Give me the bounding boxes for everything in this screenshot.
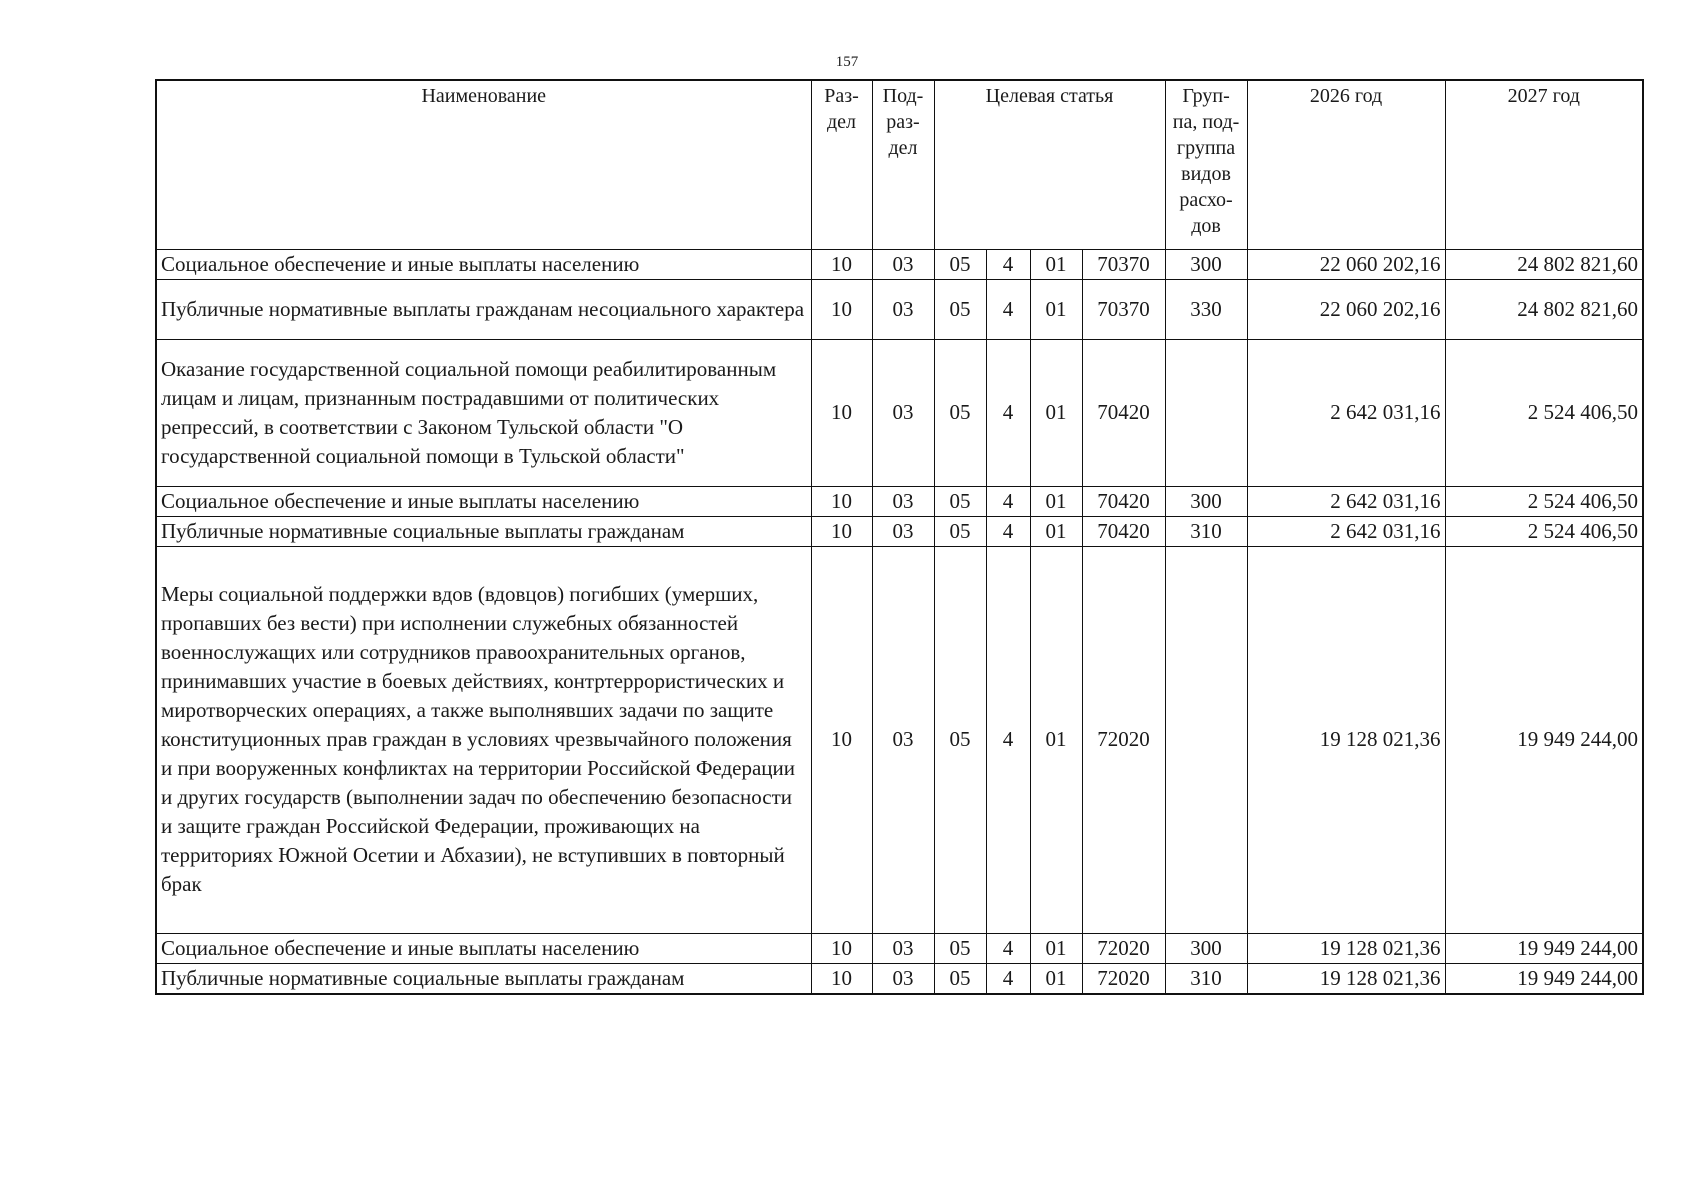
row-target-program: 05 — [934, 933, 986, 963]
header-name: Наименование — [156, 80, 811, 249]
row-amount-2026: 2 642 031,16 — [1247, 339, 1445, 486]
row-target-subprogram: 01 — [1030, 933, 1082, 963]
row-target-subprogram: 01 — [1030, 486, 1082, 516]
row-amount-2027: 2 524 406,50 — [1445, 339, 1643, 486]
row-amount-2026: 22 060 202,16 — [1247, 249, 1445, 279]
row-amount-2026: 2 642 031,16 — [1247, 486, 1445, 516]
row-target-direction: 72020 — [1082, 963, 1165, 994]
row-razdel: 10 — [811, 933, 872, 963]
row-name: Меры социальной поддержки вдов (вдовцов) погибших (умерших, пропавших без вести) при исполнении служебных обязанностей военнослужащих или сотрудников правоохранительных органов, принимавших участие в боевых действиях, контртеррористических и миротворческих операциях, а также выполнявших задачи по защите конституционных прав граждан в условиях чрезвычайного положения и при вооруженных конфликтах на территории Российской Федерации и других государств (выполнении задач по обеспечению безопасности и защите граждан Российской Федерации, проживающих на территориях Южной Осетии и Абхазии), не вступивших в повторный брак — [156, 546, 811, 933]
row-name: Публичные нормативные выплаты гражданам несоциального характера — [156, 279, 811, 339]
row-target-type: 4 — [986, 546, 1030, 933]
row-name: Публичные нормативные социальные выплаты гражданам — [156, 516, 811, 546]
table-row — [156, 249, 1643, 279]
row-name: Социальное обеспечение и иные выплаты населению — [156, 249, 811, 279]
row-target-type: 4 — [986, 339, 1030, 486]
row-target-program: 05 — [934, 516, 986, 546]
row-expense-group — [1165, 339, 1247, 486]
table-row — [156, 339, 1643, 486]
table-row — [156, 933, 1643, 963]
row-target-program: 05 — [934, 249, 986, 279]
row-name: Социальное обеспечение и иные выплаты населению — [156, 486, 811, 516]
row-amount-2026: 19 128 021,36 — [1247, 546, 1445, 933]
row-expense-group: 300 — [1165, 933, 1247, 963]
header-row — [156, 80, 1643, 249]
row-name: Социальное обеспечение и иные выплаты населению — [156, 933, 811, 963]
row-razdel: 10 — [811, 963, 872, 994]
row-target-type: 4 — [986, 933, 1030, 963]
row-podrazdel: 03 — [872, 933, 934, 963]
row-amount-2027: 24 802 821,60 — [1445, 249, 1643, 279]
row-target-direction: 70370 — [1082, 249, 1165, 279]
row-target-direction: 70420 — [1082, 339, 1165, 486]
row-target-direction: 72020 — [1082, 933, 1165, 963]
row-podrazdel: 03 — [872, 249, 934, 279]
row-amount-2026: 22 060 202,16 — [1247, 279, 1445, 339]
row-podrazdel: 03 — [872, 546, 934, 933]
table-row — [156, 516, 1643, 546]
row-target-direction: 70420 — [1082, 516, 1165, 546]
row-razdel: 10 — [811, 279, 872, 339]
row-podrazdel: 03 — [872, 279, 934, 339]
header-expense-group — [1165, 80, 1247, 249]
row-amount-2027: 19 949 244,00 — [1445, 546, 1643, 933]
row-podrazdel: 03 — [872, 516, 934, 546]
row-target-type: 4 — [986, 516, 1030, 546]
header-razdel-text: Раз- дел — [824, 85, 859, 133]
row-amount-2026: 19 128 021,36 — [1247, 963, 1445, 994]
row-target-subprogram: 01 — [1030, 279, 1082, 339]
row-razdel: 10 — [811, 339, 872, 486]
row-amount-2027: 24 802 821,60 — [1445, 279, 1643, 339]
row-amount-2027: 19 949 244,00 — [1445, 933, 1643, 963]
table-row — [156, 546, 1643, 933]
row-target-subprogram: 01 — [1030, 339, 1082, 486]
table-body — [156, 249, 1643, 994]
budget-table — [155, 79, 1644, 995]
page-number: 157 — [835, 54, 859, 70]
row-expense-group: 300 — [1165, 486, 1247, 516]
header-expense-group-text: Груп- па, под- группа видов расхо- дов — [1172, 85, 1240, 237]
row-amount-2026: 19 128 021,36 — [1247, 933, 1445, 963]
row-expense-group — [1165, 546, 1247, 933]
row-target-program: 05 — [934, 486, 986, 516]
row-amount-2027: 19 949 244,00 — [1445, 963, 1643, 994]
row-razdel: 10 — [811, 516, 872, 546]
row-target-program: 05 — [934, 279, 986, 339]
row-expense-group: 310 — [1165, 963, 1247, 994]
row-target-program: 05 — [934, 339, 986, 486]
row-podrazdel: 03 — [872, 339, 934, 486]
header-2026: 2026 год — [1247, 80, 1445, 249]
row-name: Оказание государственной социальной помощи реабилитированным лицам и лицам, признанным пострадавшими от политических репрессий, в соответствии с Законом Тульской области "О государственной социальной помощи в Тульской области" — [156, 339, 811, 486]
header-razdel — [811, 80, 872, 249]
row-razdel: 10 — [811, 486, 872, 516]
table-row — [156, 486, 1643, 516]
header-2027: 2027 год — [1445, 80, 1643, 249]
row-target-subprogram: 01 — [1030, 249, 1082, 279]
row-target-program: 05 — [934, 546, 986, 933]
row-target-subprogram: 01 — [1030, 963, 1082, 994]
row-amount-2027: 2 524 406,50 — [1445, 486, 1643, 516]
table-row — [156, 279, 1643, 339]
row-amount-2026: 2 642 031,16 — [1247, 516, 1445, 546]
row-target-type: 4 — [986, 279, 1030, 339]
header-podrazdel — [872, 80, 934, 249]
row-expense-group: 330 — [1165, 279, 1247, 339]
row-razdel: 10 — [811, 249, 872, 279]
row-expense-group: 300 — [1165, 249, 1247, 279]
header-target-article: Целевая статья — [934, 80, 1165, 249]
row-razdel: 10 — [811, 546, 872, 933]
row-target-direction: 70370 — [1082, 279, 1165, 339]
row-target-type: 4 — [986, 249, 1030, 279]
row-podrazdel: 03 — [872, 963, 934, 994]
row-target-direction: 72020 — [1082, 546, 1165, 933]
row-target-program: 05 — [934, 963, 986, 994]
table-row — [156, 963, 1643, 994]
row-amount-2027: 2 524 406,50 — [1445, 516, 1643, 546]
row-name: Публичные нормативные социальные выплаты гражданам — [156, 963, 811, 994]
row-target-type: 4 — [986, 963, 1030, 994]
row-target-type: 4 — [986, 486, 1030, 516]
header-podrazdel-text: Под- раз- дел — [882, 85, 924, 159]
row-target-subprogram: 01 — [1030, 546, 1082, 933]
row-podrazdel: 03 — [872, 486, 934, 516]
row-target-direction: 70420 — [1082, 486, 1165, 516]
row-target-subprogram: 01 — [1030, 516, 1082, 546]
row-expense-group: 310 — [1165, 516, 1247, 546]
